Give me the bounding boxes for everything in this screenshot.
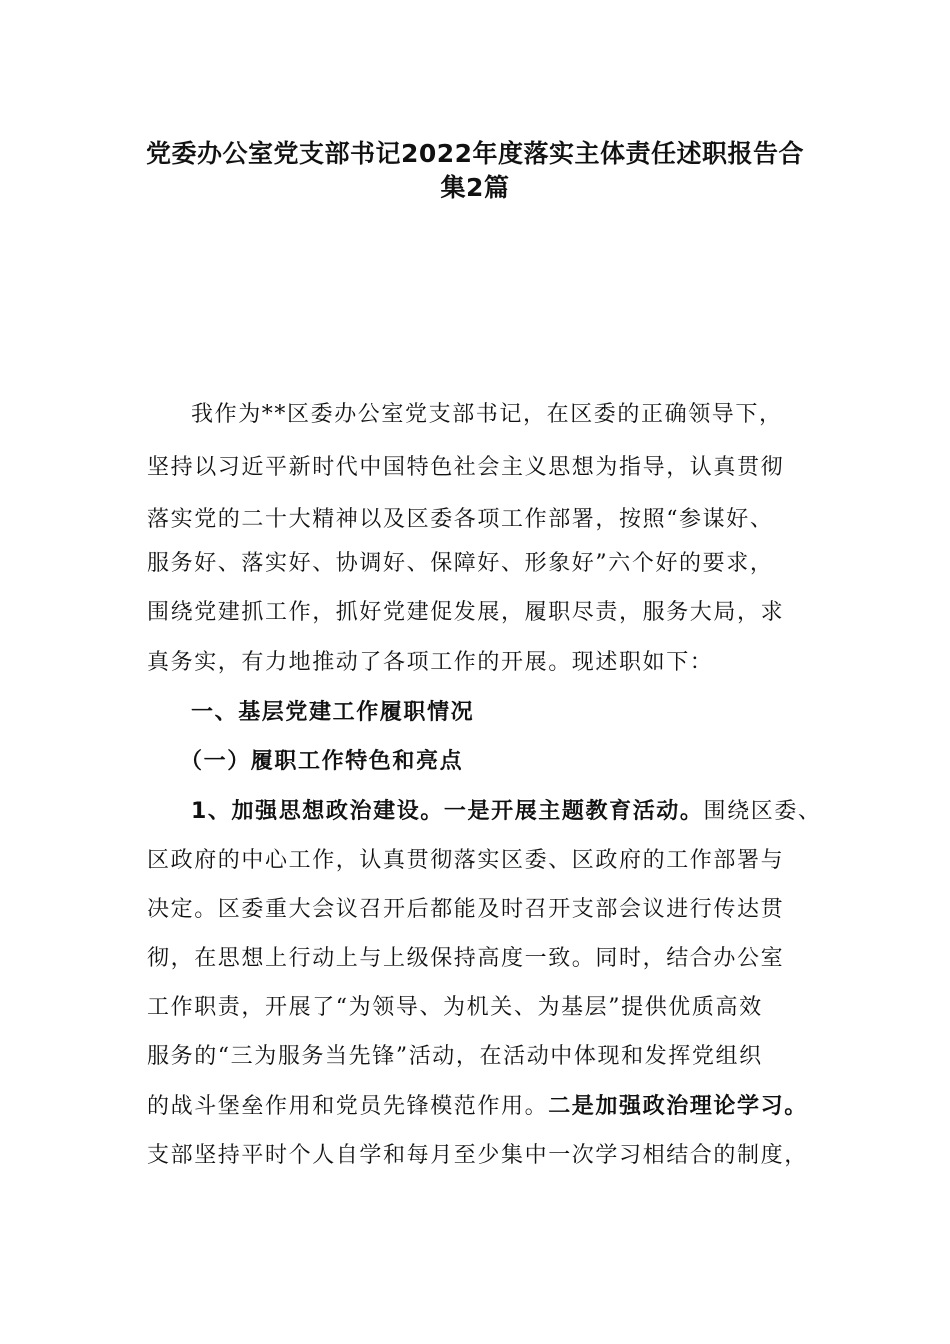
section-heading-1-1: （一）履职工作特色和亮点 (180, 749, 464, 774)
intro-line-6: 真务实，有力地推动了各项工作的开展。现述职如下： (147, 650, 714, 675)
intro-line-3: 落实党的二十大精神以及区委各项工作部署，按照“参谋好、 (147, 507, 774, 532)
section-1-line-1-rest: 围绕区委、 (703, 799, 822, 824)
document-title-line-2: 集2篇 (440, 173, 510, 202)
section-1-line-5: 工作职责，开展了“为领导、为机关、为基层”提供优质高效 (147, 995, 763, 1020)
intro-line-5: 围绕党建抓工作，抓好党建促发展，履职尽责，服务大局，求 (147, 600, 785, 625)
intro-line-4: 服务好、落实好、协调好、保障好、形象好”六个好的要求， (147, 551, 774, 576)
section-1-line-7-bold: 二是加强政治理论学习。 (548, 1094, 808, 1119)
intro-line-1: 我作为**区委办公室党支部书记，在区委的正确领导下， (191, 402, 783, 427)
document-title-line-1: 党委办公室党支部书记2022年度落实主体责任述职报告合 (145, 139, 805, 168)
section-1-line-4: 彻，在思想上行动上与上级保持高度一致。同时，结合办公室 (147, 946, 785, 971)
section-1-line-7 (147, 1092, 827, 1122)
intro-line-2: 坚持以习近平新时代中国特色社会主义思想为指导，认真贯彻 (147, 455, 785, 480)
section-1-line-1 (191, 797, 871, 827)
section-1-line-6: 服务的“三为服务当先锋”活动，在活动中体现和发挥党组织 (147, 1044, 763, 1069)
section-1-line-2: 区政府的中心工作，认真贯彻落实区委、区政府的工作部署与 (147, 848, 785, 873)
section-1-line-1-bold: 1、加强思想政治建设。一是开展主题教育活动。 (191, 799, 704, 824)
section-1-line-8: 支部坚持平时个人自学和每月至少集中一次学习相结合的制度， (147, 1143, 808, 1168)
section-1-line-7-normal: 的战斗堡垒作用和党员先锋模范作用。 (147, 1094, 549, 1119)
section-1-line-3: 决定。区委重大会议召开后都能及时召开支部会议进行传达贯 (147, 897, 785, 922)
section-heading-1: 一、基层党建工作履职情况 (191, 700, 475, 725)
